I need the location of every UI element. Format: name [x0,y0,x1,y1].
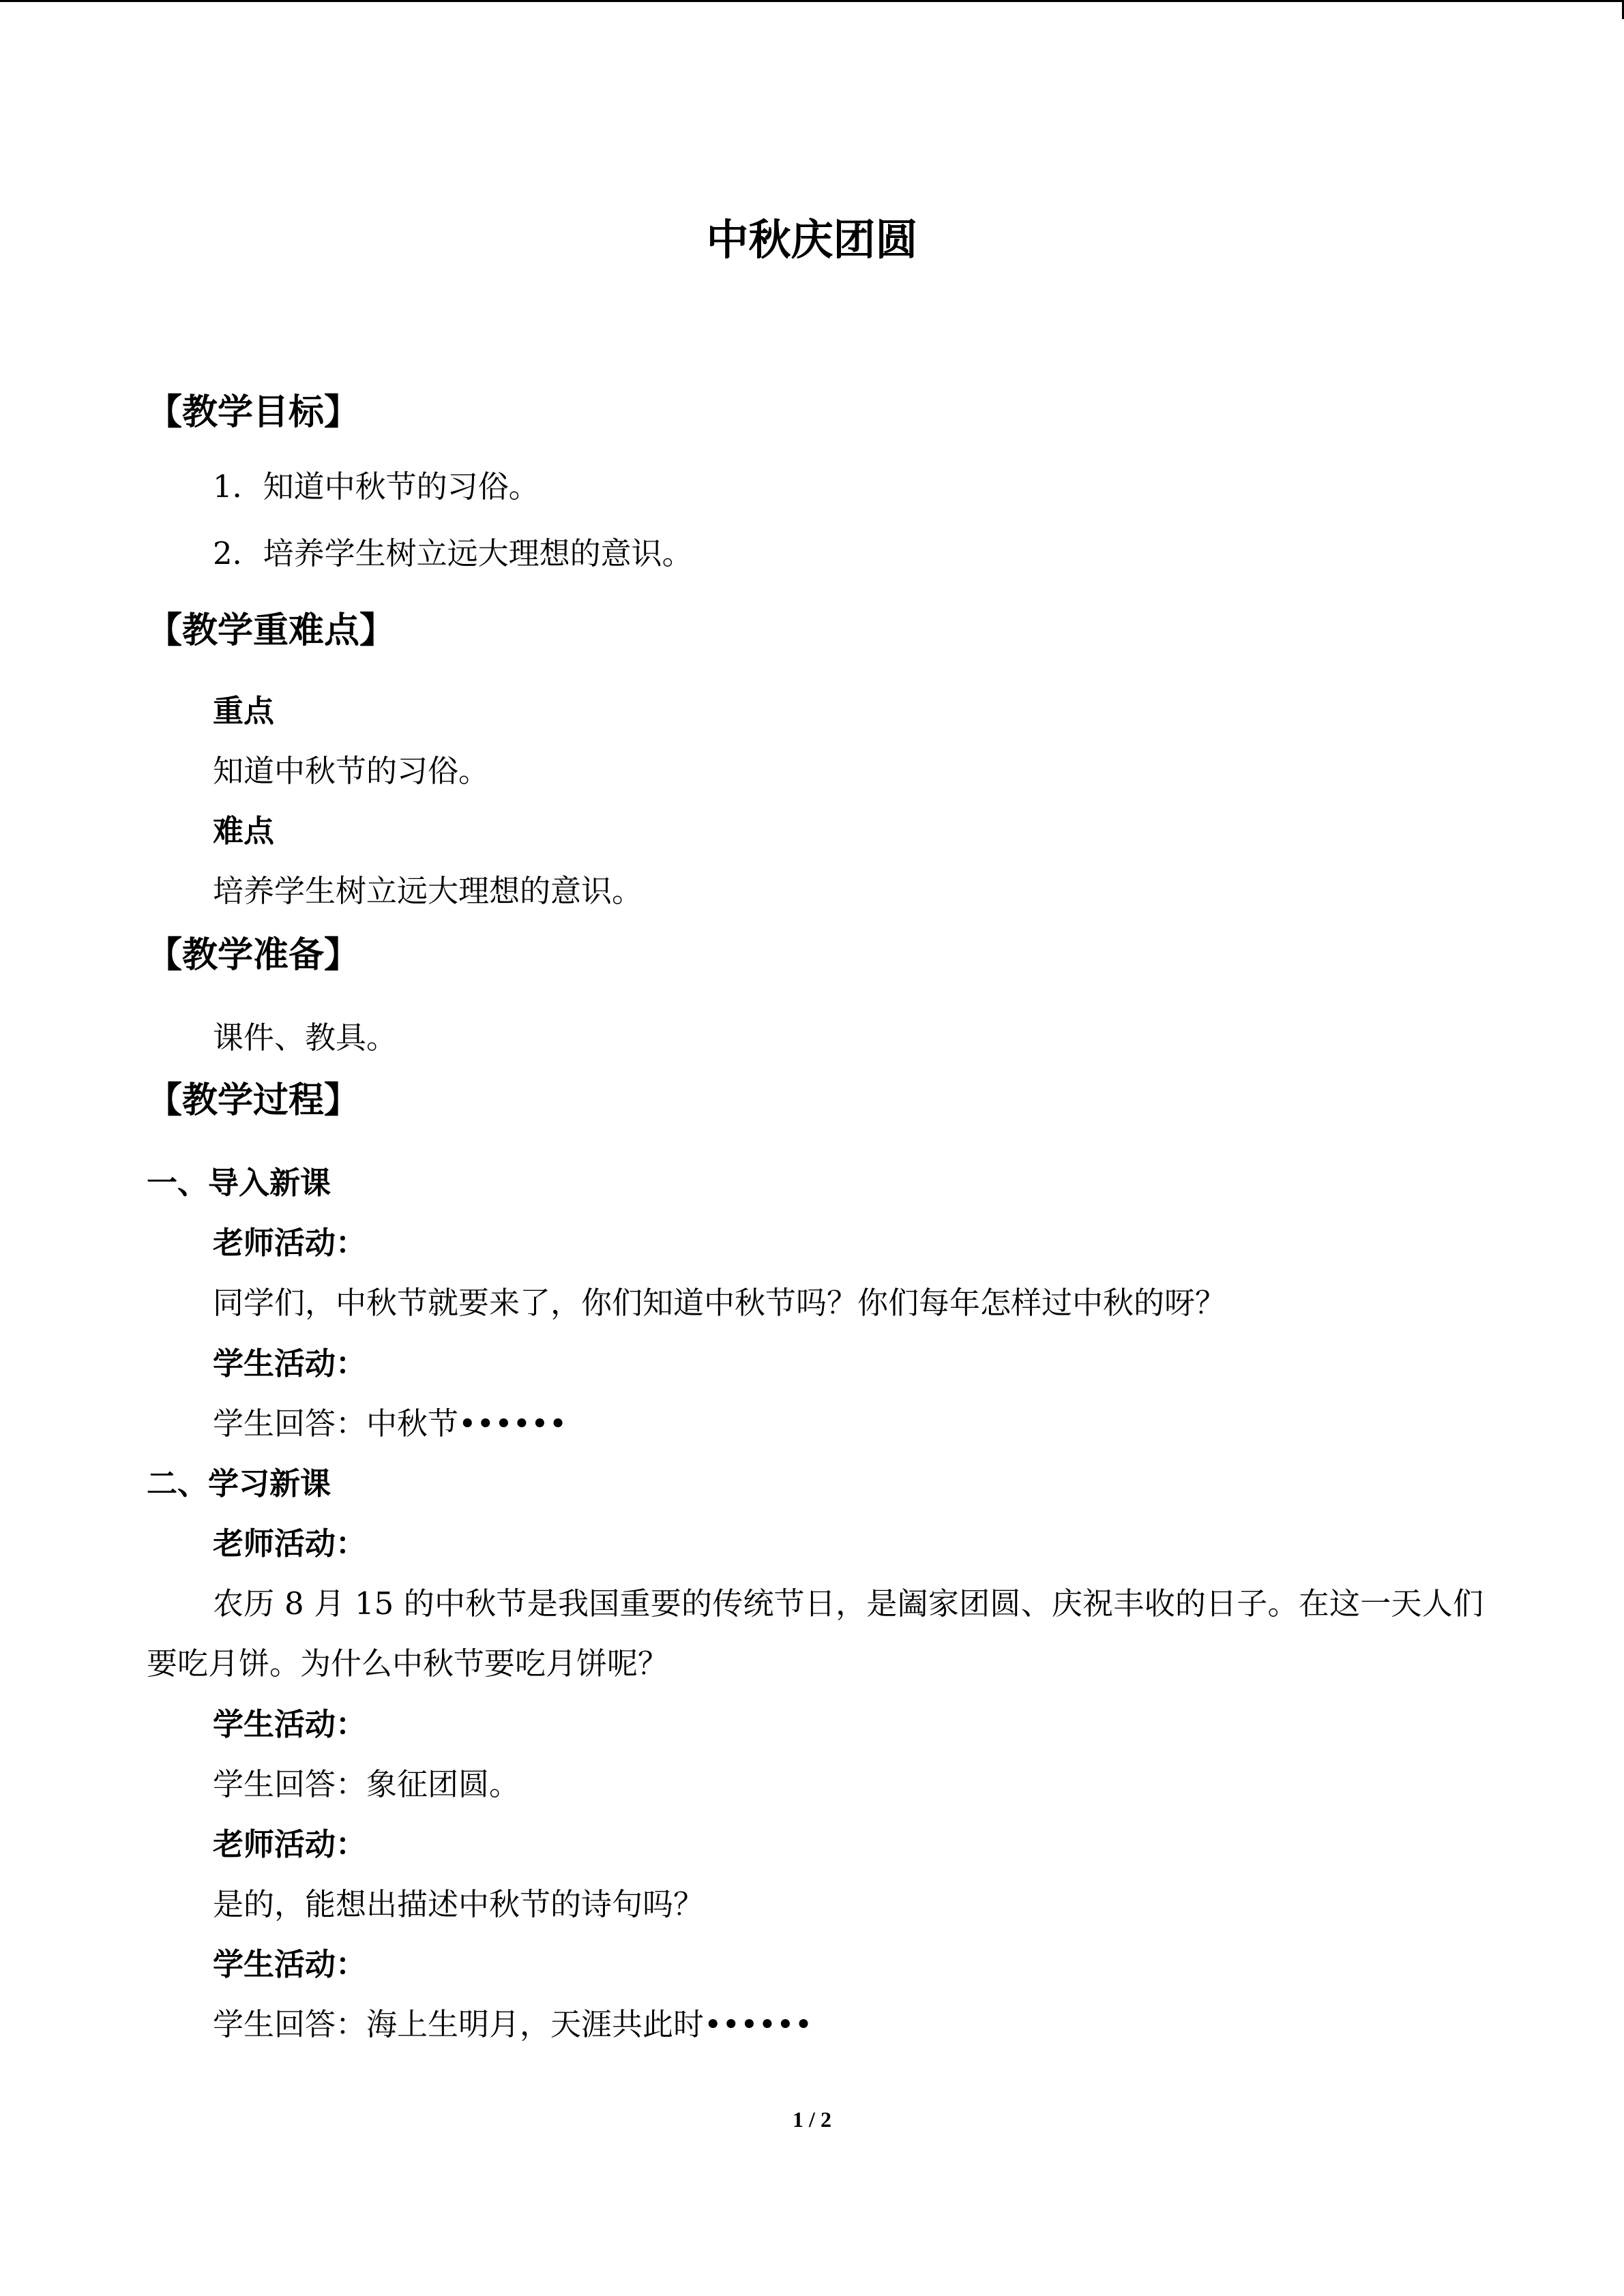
part1-student-text: 学生回答：中秋节•••••• [213,1405,567,1442]
part1-heading: 一、导入新课 [147,1165,331,1201]
preparation-text: 课件、教具。 [213,1019,398,1056]
objectives-heading: 【教学目标】 [147,392,360,433]
focus-label: 重点 [213,693,275,729]
key-points-heading: 【教学重难点】 [147,610,396,651]
objective-item-2: 2．培养学生树立远大理想的意识。 [213,535,693,571]
part1-student-label: 学生活动： [213,1345,367,1382]
difficulty-text: 培养学生树立远大理想的意识。 [213,873,643,909]
objective-item-1: 1．知道中秋节的习俗。 [213,468,540,505]
part2-teacher-label-2: 老师活动： [213,1826,367,1862]
difficulty-label: 难点 [213,813,275,849]
document-title: 中秋庆团圆 [706,215,918,265]
top-border-line [0,0,1624,2]
part2-teacher-text-2: 是的，能想出描述中秋节的诗句吗？ [213,1886,705,1922]
part1-teacher-text: 同学们，中秋节就要来了，你们知道中秋节吗？你们每年怎样过中秋的呀？ [213,1285,1226,1321]
part2-teacher-label-1: 老师活动： [213,1525,367,1562]
part1-teacher-label: 老师活动： [213,1225,367,1261]
part2-student-label-2: 学生活动： [213,1946,367,1982]
part2-student-label-1: 学生活动： [213,1706,367,1742]
process-heading: 【教学过程】 [147,1080,360,1121]
part2-teacher-paragraph-1: 农历 8 月 15 的中秋节是我国重要的传统节日，是阖家团圆、庆祝丰收的日子。在这一天人们要吃月饼。为什么中秋节要吃月饼呢？ [147,1585,1483,1682]
focus-text: 知道中秋节的习俗。 [213,753,490,789]
page-number: 1 / 2 [793,2107,831,2132]
part2-student-text-1: 学生回答：象征团圆。 [213,1766,520,1802]
part2-heading: 二、学习新课 [147,1465,331,1502]
preparation-heading: 【教学准备】 [147,935,360,976]
part2-student-text-2: 学生回答：海上生明月，天涯共此时•••••• [213,2006,813,2042]
